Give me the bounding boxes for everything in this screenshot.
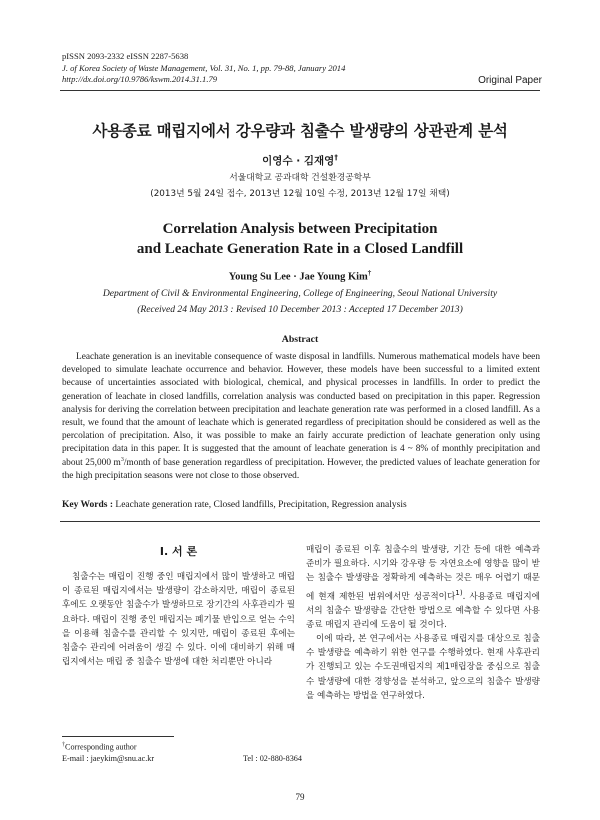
english-author-mark: † (367, 269, 372, 277)
english-title-line2: and Leachate Generation Rate in a Closed Landfill (136, 241, 464, 257)
intro-paragraph-2: 이에 따라, 본 연구에서는 사용종료 매립지를 대상으로 침출수 발생량을 예측하기 위한 연구를 수행하였다. 현재 사후관리가 진행되고 있는 수도권매립지의 제1매립장을 중심으로 침출수 발생량에 대한 경향성을 분석하고, 앞으로의 침출수 발생량을 예측하는 방법을 연구하였다. (306, 634, 540, 701)
keywords-text: Leachate generation rate, Closed landfills, Precipitation, Regression analysis (113, 500, 407, 510)
abstract-superscript: 3 (120, 456, 124, 463)
korean-author-mark: † (334, 153, 338, 162)
keywords-label: Key Words : (62, 500, 114, 510)
footnote (62, 740, 302, 764)
abstract-text-end: /month of base generation regardless of precipitation. However, the predicted values of leachate generation for the high precipitation seasons were not close to those observed. (62, 457, 540, 481)
abstract-text-main: Leachate generation is an inevitable consequence of waste disposal in landfills. Numerous mathematical models have been developed to simulate leachate occurrence and behavior. However, these models have been successful to a limited extent because of uncertainties associated with biological, chemical, and physical processes in landfills. In order to predict the generation of leachate in closed landfills, correlation analysis was conducted based on precipitation in this paper. Regression analysis for deriving the correlation between precipitation and leachate generation rate was performed in a closed landfill. As a result, we found that the amount of leachate which is generated regardless of precipitation should be considered as well as the percolation of precipitation. Also, it was possible to make an fairly accurate prediction of leachate generation only using precipitation data in this paper. It is suggested that the amount of leachate generation is 4 ~ 8% of monthly precipitation and about 25,000 m (62, 352, 540, 468)
english-affiliation: Department of Civil & Environmental Engineering, College of Engineering, Seoul National University (102, 288, 498, 299)
keywords (62, 500, 540, 510)
footnote-label: Corresponding author (65, 742, 137, 752)
footnote-contact (62, 753, 302, 764)
abstract-heading: Abstract (281, 334, 319, 345)
footnote-tel: Tel : 02-880-8364 (242, 753, 302, 763)
issn-line: pISSN 2093-2332 eISSN 2287-5638 (62, 51, 189, 61)
doi-link[interactable]: http://dx.doi.org/10.9786/kswm.2014.31.1.79 (62, 74, 218, 85)
page-number: 79 (295, 792, 305, 802)
footnote-label-line (62, 740, 302, 753)
header-rule (60, 90, 540, 91)
body-right-column (306, 543, 540, 703)
section-heading-introduction: I. 서 론 (159, 545, 198, 558)
intro-paragraph-1-cont-text: 매립이 종료된 이후 침출수의 발생량, 기간 등에 대한 예측과 준비가 필요하다. 시기와 강우량 등 자연요소에 영향을 많이 받는 침출수 발생량을 정확하게 예측하는 것은 매우 어렵기 때문에 현재 제한된 범위에서만 성공적이다 (306, 545, 540, 602)
korean-authors (0, 153, 600, 168)
korean-title: 사용종료 매립지에서 강우량과 침출수 발생량의 상관관계 분석 (92, 122, 508, 140)
journal-meta (62, 51, 345, 86)
intro-paragraph-1-cont-end: . 사용종료 매립지에서의 침출수 발생량을 간단한 방법으로 예측할 수 있다면 사용종료 매립지 관리에 도움이 될 것이다. (306, 591, 540, 630)
english-title (0, 219, 600, 259)
footnote-mark: † (62, 742, 65, 748)
abstract-text (62, 351, 540, 483)
abstract-rule (60, 521, 540, 522)
intro-paragraph-1-cont (306, 543, 540, 632)
body-left-column (62, 570, 295, 669)
english-author-names: Young Su Lee · Jae Young Kim (228, 271, 368, 283)
footnote-email[interactable]: E-mail : jaeykim@snu.ac.kr (62, 753, 155, 763)
intro-paragraph-1: 침출수는 매립이 진행 중인 매립지에서 많이 발생하고 매립이 종료된 매립지에서는 발생량이 감소하지만, 매립이 종료된 후에도 오랫동안 침출수가 발생하므로 장기간의 사후관리가 필요하다. 매립이 진행 중인 매립지는 폐기물 반입으로 얻는 수익을 이용해 침출수를 관리할 수 있지만, 매립이 종료된 후에는 침출수 관리에 어려움이 생길 수 있다. 이에 대비하기 위해 매립지에서는 매립 중 침출수 발생에 대한 처리뿐만 아니라 (62, 572, 295, 668)
korean-author-names: 이영수 · 김재영 (262, 155, 335, 167)
citation-ref: 1) (455, 587, 463, 597)
english-title-line1: Correlation Analysis between Precipitation (162, 221, 438, 237)
footnote-rule (62, 736, 174, 737)
korean-dates: (2013년 5월 24일 접수, 2013년 12월 10일 수정, 2013년 12월 17일 채택) (150, 189, 450, 199)
article-type: Original Paper (478, 75, 542, 86)
journal-citation: J. of Korea Society of Waste Management, Vol. 31, No. 1, pp. 79-88, January 2014 (62, 62, 346, 73)
english-dates: (Received 24 May 2013 : Revised 10 December 2013 : Accepted 17 December 2013) (137, 304, 463, 315)
korean-affiliation: 서울대학교 공과대학 건설환경공학부 (229, 173, 371, 183)
english-authors (0, 269, 600, 283)
